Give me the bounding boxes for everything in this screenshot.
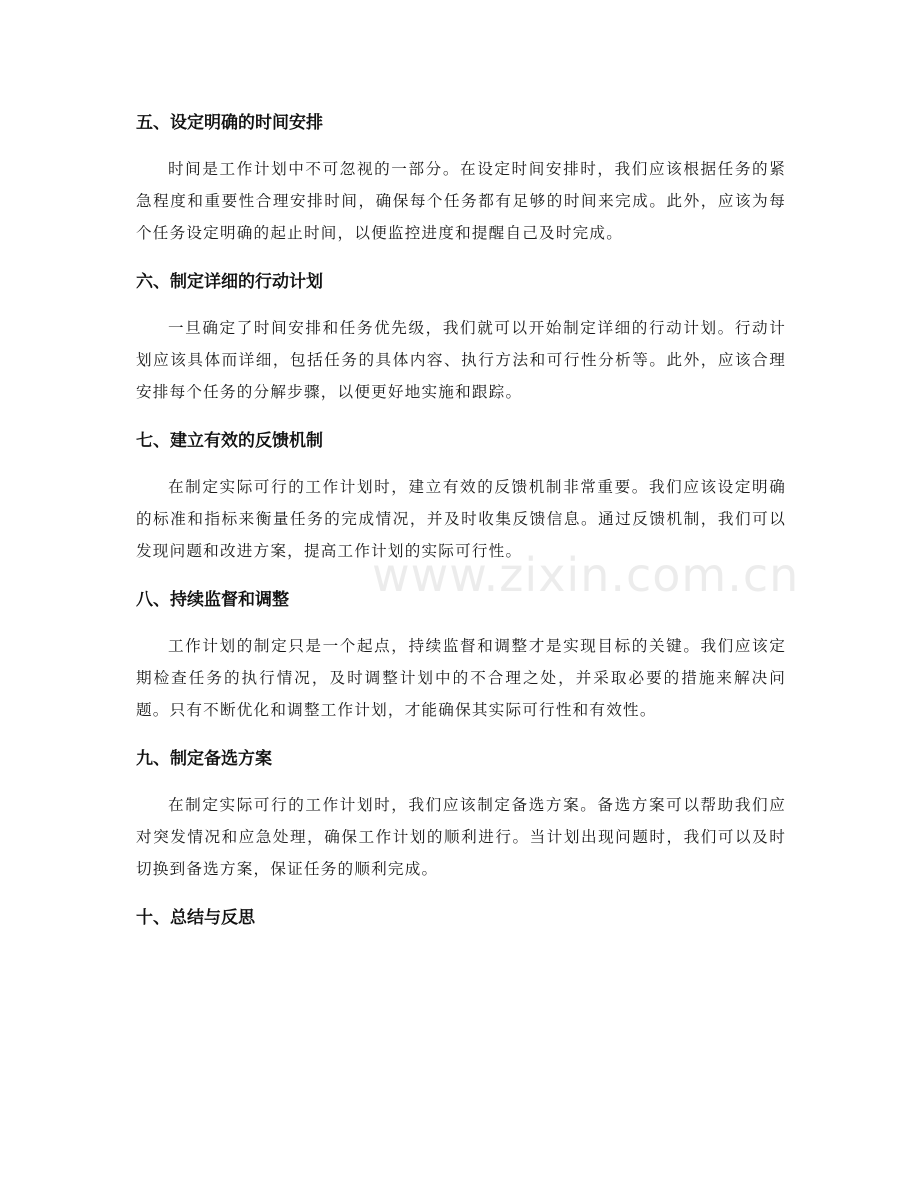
section-heading: 十、总结与反思 [136, 908, 255, 928]
section-heading: 八、持续监督和调整 [136, 590, 289, 610]
section-heading: 六、制定详细的行动计划 [136, 272, 323, 292]
section-heading: 七、建立有效的反馈机制 [136, 431, 323, 451]
document-content [136, 104, 786, 948]
watermark: www.zixin.com.cn [372, 548, 800, 602]
section-paragraph: 在制定实际可行的工作计划时，建立有效的反馈机制非常重要。我们应该设定明确的标准和指标来衡量任务的完成情况，并及时收集反馈信息。通过反馈机制，我们可以发现问题和改进方案，提高工作计划的实际可行性。 [136, 478, 786, 560]
section-heading: 五、设定明确的时间安排 [136, 113, 323, 133]
section-9 [136, 740, 786, 885]
section-10 [136, 899, 786, 937]
section-paragraph: 时间是工作计划中不可忽视的一部分。在设定时间安排时，我们应该根据任务的紧急程度和重要性合理安排时间，确保每个任务都有足够的时间来完成。此外，应该为每个任务设定明确的起止时间，以便监控进度和提醒自己及时完成。 [136, 160, 786, 242]
section-7 [136, 422, 786, 567]
section-paragraph: 一旦确定了时间安排和任务优先级，我们就可以开始制定详细的行动计划。行动计划应该具体而详细，包括任务的具体内容、执行方法和可行性分析等。此外，应该合理安排每个任务的分解步骤，以便更好地实施和跟踪。 [136, 319, 786, 401]
section-heading: 九、制定备选方案 [136, 749, 272, 769]
section-5 [136, 104, 786, 249]
section-paragraph: 工作计划的制定只是一个起点，持续监督和调整才是实现目标的关键。我们应该定期检查任务的执行情况，及时调整计划中的不合理之处，并采取必要的措施来解决问题。只有不断优化和调整工作计划，才能确保其实际可行性和有效性。 [136, 637, 786, 719]
section-8 [136, 581, 786, 726]
section-6 [136, 263, 786, 408]
section-paragraph: 在制定实际可行的工作计划时，我们应该制定备选方案。备选方案可以帮助我们应对突发情况和应急处理，确保工作计划的顺利进行。当计划出现问题时，我们可以及时切换到备选方案，保证任务的顺利完成。 [136, 796, 786, 878]
